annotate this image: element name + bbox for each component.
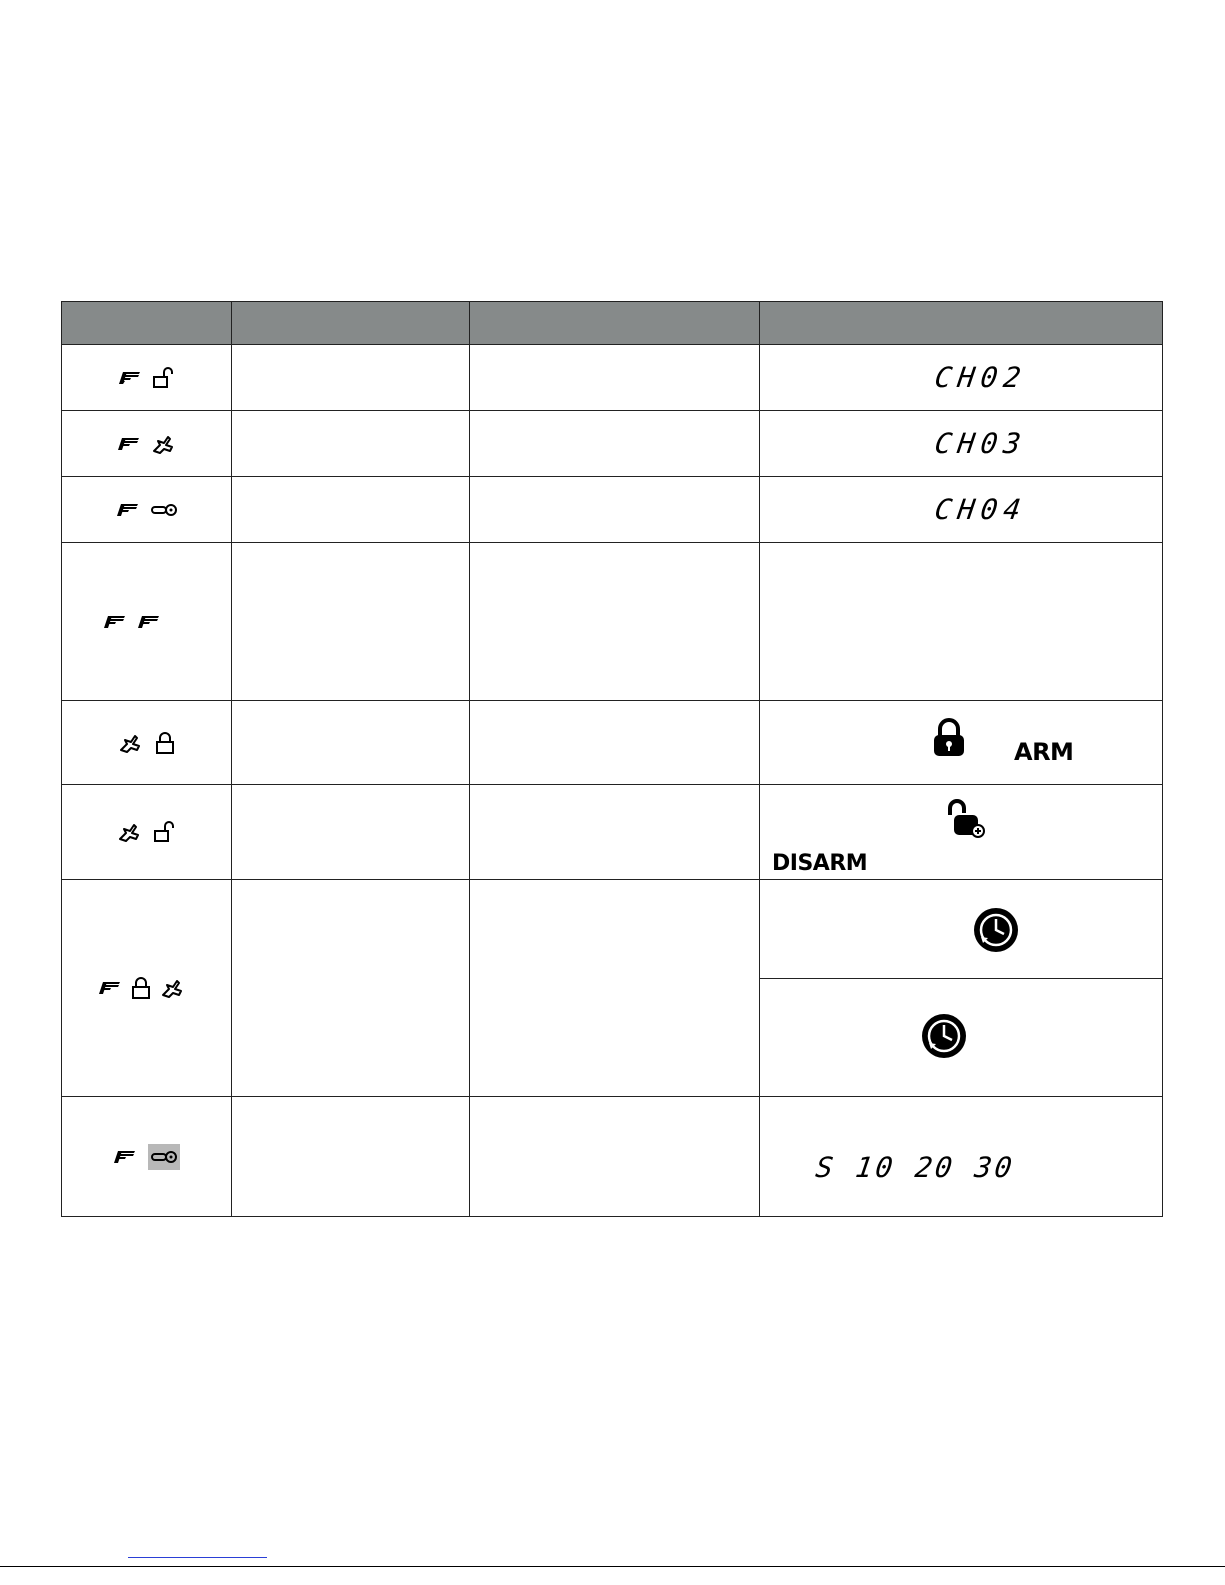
- display-cell: [760, 1097, 1163, 1217]
- arm-label: ARM: [1014, 738, 1074, 766]
- header-cell-1: [62, 302, 232, 345]
- function-table: [61, 301, 1163, 1217]
- disarm-label: DISARM: [772, 851, 868, 876]
- buttons-cell: [62, 411, 232, 477]
- table-row: [62, 345, 1163, 411]
- buttons-cell: [62, 785, 232, 880]
- table-row: [62, 477, 1163, 543]
- display-divider: [760, 978, 1162, 979]
- description-cell: [232, 477, 470, 543]
- lcd-ch04: CH04: [932, 493, 1030, 526]
- lock-icon: [131, 976, 151, 1000]
- table-row: [62, 1097, 1163, 1217]
- lcd-seconds: S 10 20 30: [813, 1151, 1017, 1184]
- remark-cell: [470, 1097, 760, 1217]
- display-cell: [760, 477, 1163, 543]
- key-icon: [151, 1146, 177, 1168]
- table-header-row: [62, 302, 1163, 345]
- remark-cell: [470, 880, 760, 1097]
- footer-rule: [0, 1566, 1225, 1567]
- trunk-icon: [161, 977, 185, 999]
- table-row: [62, 785, 1163, 880]
- padlock-closed-icon: [932, 718, 966, 758]
- buttons-cell: [62, 1097, 232, 1217]
- lcd-ch03: CH03: [932, 427, 1030, 460]
- description-cell: [232, 1097, 470, 1217]
- timer-icon: [973, 907, 1019, 953]
- description-cell: [232, 345, 470, 411]
- function-f-icon: [117, 503, 139, 517]
- function-f-icon: [118, 437, 140, 451]
- trunk-icon: [119, 732, 143, 754]
- padlock-open-icon: [946, 799, 986, 839]
- function-f-icon: [138, 615, 160, 629]
- buttons-cell: [62, 880, 232, 1097]
- remark-cell: [470, 411, 760, 477]
- lcd-ch02: CH02: [932, 361, 1030, 394]
- remark-cell: [470, 543, 760, 701]
- unlock-icon: [153, 367, 175, 389]
- description-cell: [232, 411, 470, 477]
- description-cell: [232, 543, 470, 701]
- remark-cell: [470, 785, 760, 880]
- display-cell: [760, 880, 1163, 1097]
- footer-link-underline[interactable]: [128, 1557, 267, 1558]
- function-f-icon: [104, 615, 126, 629]
- display-cell: [760, 411, 1163, 477]
- buttons-cell: [62, 345, 232, 411]
- trunk-icon: [118, 821, 142, 843]
- key-highlight: [148, 1144, 180, 1170]
- display-cell: [760, 785, 1163, 880]
- description-cell: [232, 880, 470, 1097]
- buttons-cell: [62, 543, 232, 701]
- description-cell: [232, 701, 470, 785]
- unlock-icon: [154, 821, 176, 843]
- description-cell: [232, 785, 470, 880]
- display-cell: [760, 701, 1163, 785]
- function-f-icon: [119, 371, 141, 385]
- function-f-icon: [114, 1150, 136, 1164]
- header-cell-4: [760, 302, 1163, 345]
- remark-cell: [470, 701, 760, 785]
- display-cell: [760, 543, 1163, 701]
- header-cell-3: [470, 302, 760, 345]
- remark-cell: [470, 477, 760, 543]
- remark-cell: [470, 345, 760, 411]
- buttons-cell: [62, 477, 232, 543]
- function-f-icon: [99, 981, 121, 995]
- key-icon: [151, 503, 177, 517]
- table-row: [62, 701, 1163, 785]
- lock-icon: [155, 731, 175, 755]
- table-row: [62, 411, 1163, 477]
- timer-icon: [921, 1013, 967, 1059]
- table-row: [62, 880, 1163, 1097]
- display-cell: [760, 345, 1163, 411]
- buttons-cell: [62, 701, 232, 785]
- trunk-icon: [152, 433, 176, 455]
- header-cell-2: [232, 302, 470, 345]
- table-row: [62, 543, 1163, 701]
- display-split: [760, 880, 1162, 1096]
